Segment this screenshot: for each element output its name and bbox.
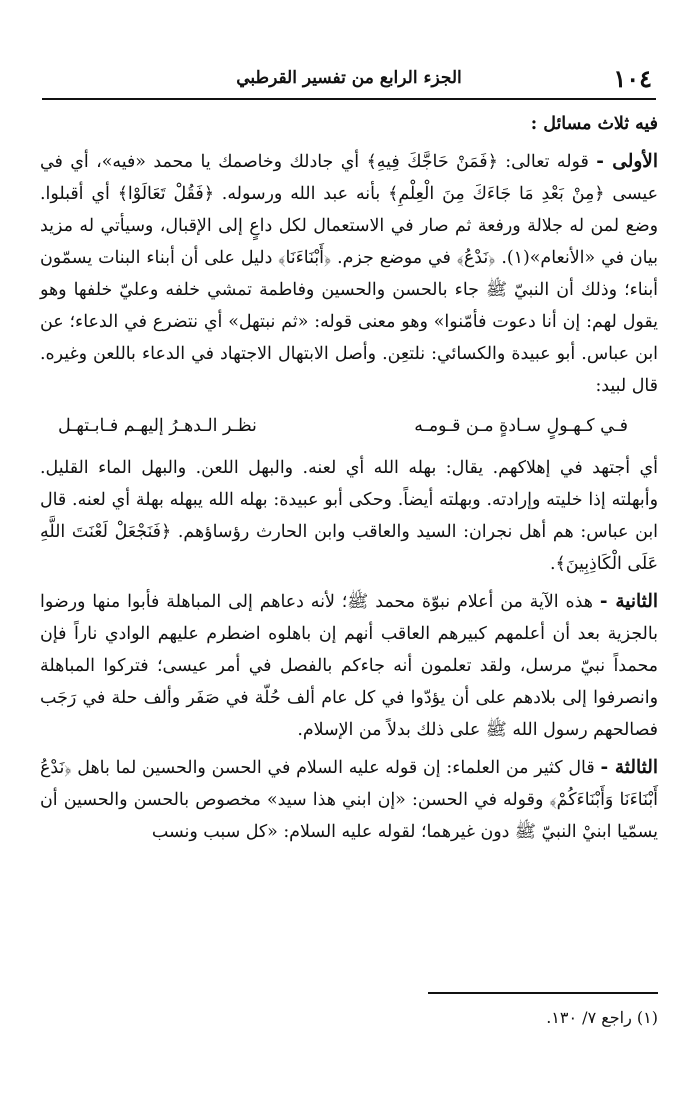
paragraph-second-issue: [40, 586, 658, 746]
third-issue-heading: الثالثة -: [600, 757, 659, 778]
first-issue-text: قوله تعالى: ﴿فَمَنْ حَاجَّكَ فِيهِ﴾ أي جادلك وخاصمك يا محمد «فيه»، أي في عيسى ﴿مِنْ بَعْدِ مَا جَاءَكَ مِنَ الْعِلْمِ﴾ بأنه عبد الله ورسوله. ﴿فَقُلْ تَعَالَوْا﴾ أي أقبلوا. وضع لمن له جلالة ورفعة ثم صار في الاستعمال لكل داعٍ إلى الإقبال، وسيأتي له مزيد بيان في «الأنعام»(١). ﴿نَدْعُ﴾ في موضع جزم. ﴿أَبْنَاءَنَا﴾ دليل على أن أبناء البنات يسمّون أبناء؛ وذلك أن النبيّ ﷺ جاء بالحسن والحسين وفاطمة تمشي خلفه وعليّ خلفها وهو يقول لهم: إن أنا دعوت فأمّنوا» وهو معنى قوله: «ثم نبتهل» أي نتضرع في الدعاء؛ عن ابن عباس. أبو عبيدة والكسائي: نلتعِن. وأصل الابتهال الاجتهاد في الدعاء باللعن وغيره. قال لبيد:: [40, 152, 658, 396]
footnote: (١) راجع ٧/ ١٣٠.: [546, 1008, 658, 1027]
first-issue-heading: الأولى -: [596, 151, 658, 172]
header-title: الجزء الرابع من تفسير القرطبي: [236, 68, 462, 88]
page-number: ١٠٤: [613, 64, 652, 93]
paragraph-third-issue: [40, 752, 658, 848]
page-body: [40, 108, 658, 854]
paragraph-first-issue: [40, 146, 658, 402]
intro-line: فيه ثلاث مسائل :: [530, 114, 658, 134]
verse-second-half: نظـر الـدهـرُ إليهـم فـابـتهـل: [58, 416, 257, 436]
poetry-verse: [40, 408, 658, 444]
paragraph-explanation: أي أجتهد في إهلاكهم. يقال: بهله الله أي لعنه. والبهل اللعن. والبهل الماء القليل. وأبهلته إذا خليته وإرادته. وبهلته أيضاً. وحكى أبو عبيدة: بهله الله يبهله بهلة أي لعنه. قال ابن عباس: هم أهل نجران: السيد والعاقب وابن الحارث رؤساؤهم. ﴿فَنَجْعَلْ لَعْنَتَ اللَّهِ عَلَى الْكَاذِبِينَ﴾.: [40, 458, 658, 574]
third-issue-text: قال كثير من العلماء: إن قوله عليه السلام في الحسن والحسين لما باهل ﴿نَدْعُ أَبْنَاءَنَا وَأَبْنَاءَكُمْ﴾ وقوله في الحسن: «إن ابني هذا سيد» مخصوص بالحسن والحسين أن يسمّيا ابنيْ النبيّ ﷺ دون غيرهما؛ لقوله عليه السلام: «كل سبب ونسب: [40, 758, 658, 842]
running-header: [42, 62, 656, 100]
verse-first-half: فـي كـهـولٍ سـادةٍ مـن قـومـه: [414, 416, 628, 436]
second-issue-text: هذه الآية من أعلام نبوّة محمد ﷺ؛ لأنه دعاهم إلى المباهلة فأبوا منها ورضوا بالجزية بعد أن أعلمهم كبيرهم العاقب أنهم إن باهلوه اضطرم عليهم الوادي ناراً فإن محمداً نبيّ مرسل، ولقد تعلمون أنه جاءكم بالفصل في أمر عيسى؛ فتركوا المباهلة وانصرفوا إلى بلادهم على أن يؤدّوا في كل عام ألف حُلّة في صَفَر وألف حلة في رَجَب فصالحهم رسول الله ﷺ على ذلك بدلاً من الإسلام.: [40, 592, 658, 740]
footnote-divider: [428, 992, 658, 994]
second-issue-heading: الثانية -: [599, 591, 659, 612]
